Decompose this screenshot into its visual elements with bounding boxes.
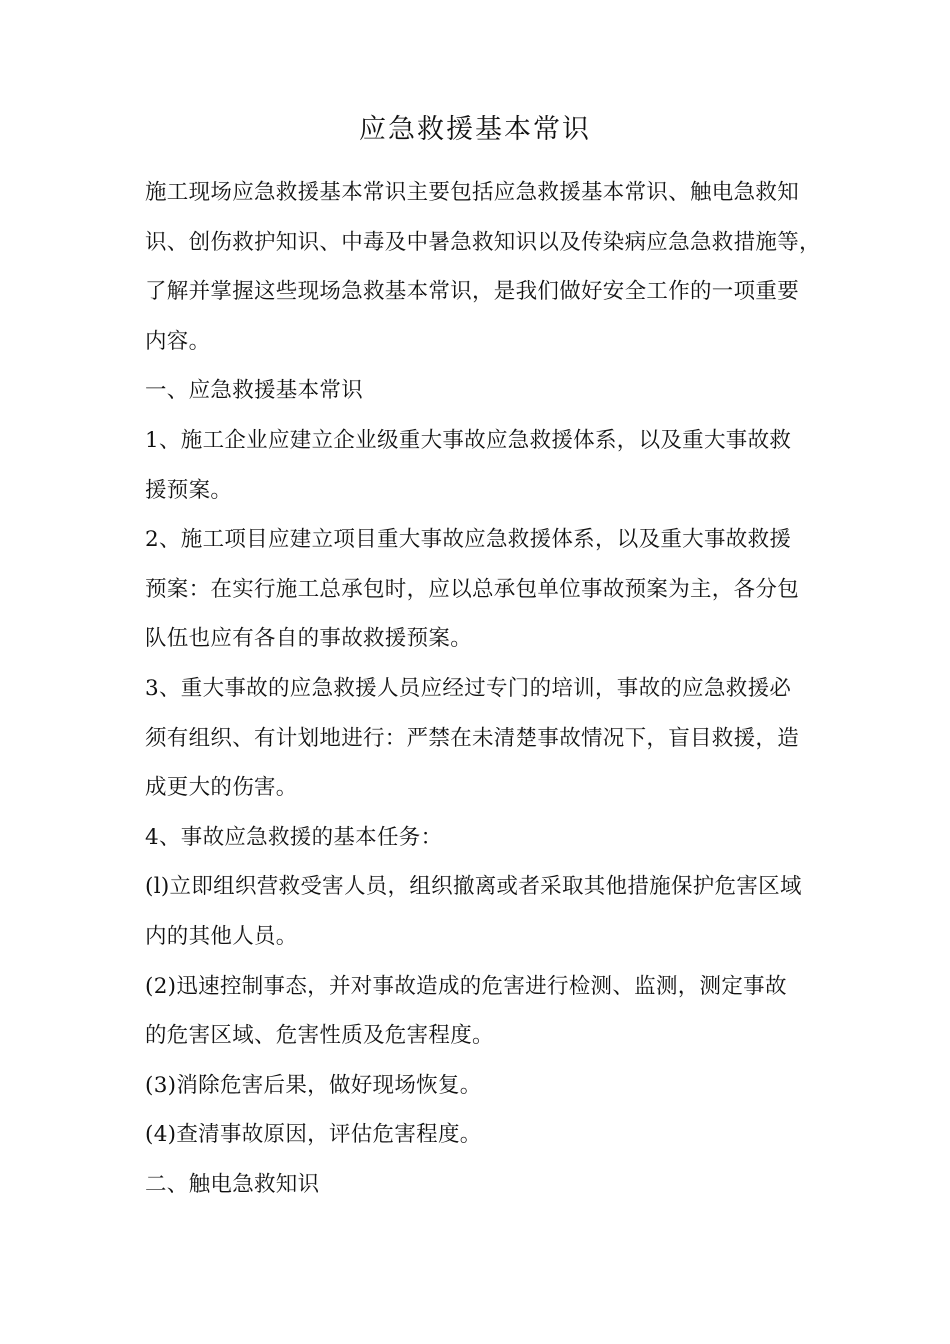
- body-line: 识、创伤救护知识、中毒及中暑急救知识以及传染病应急急救措施等，: [145, 229, 821, 255]
- section-heading: 一、应急救援基本常识: [145, 378, 364, 404]
- body-line: 4、事故应急救援的基本任务：: [145, 824, 443, 850]
- body-line: 的危害区域、危害性质及危害程度。: [145, 1023, 494, 1049]
- document-body: [145, 168, 821, 1209]
- body-line: 施工现场应急救援基本常识主要包括应急救援基本常识、触电急救知: [145, 180, 800, 205]
- body-line: (l)立即组织营救受害人员，组织撤离或者采取其他措施保护危害区域: [145, 874, 802, 900]
- body-line: 预案：在实行施工总承包时，应以总承包单位事故预案为主，各分包: [145, 576, 800, 602]
- body-line: (4)查清事故原因，评估危害程度。: [145, 1122, 482, 1148]
- body-line: 成更大的伤害。: [145, 775, 298, 801]
- body-line: 援预案。: [145, 477, 233, 503]
- body-line: (3)消除危害后果，做好现场恢复。: [145, 1072, 482, 1098]
- body-line: 队伍也应有各自的事故救援预案。: [145, 626, 473, 652]
- body-line: 1、施工企业应建立企业级重大事故应急救援体系，以及重大事故救: [145, 427, 792, 453]
- body-line: 2、施工项目应建立项目重大事故应急救援体系，以及重大事故救援: [145, 527, 792, 553]
- body-line: (2)迅速控制事态，并对事故造成的危害进行检测、监测，测定事故: [145, 973, 787, 999]
- body-line: 内容。: [145, 328, 211, 354]
- body-line: 内的其他人员。: [145, 923, 298, 949]
- body-line: 3、重大事故的应急救援人员应经过专门的培训，事故的应急救援必: [145, 675, 792, 701]
- section-heading: 二、触电急救知识: [145, 1171, 320, 1197]
- body-line: 须有组织、有计划地进行：严禁在未清楚事故情况下，盲目救援，造: [145, 725, 800, 751]
- body-line: 了解并掌握这些现场急救基本常识，是我们做好安全工作的一项重要: [145, 279, 800, 305]
- document-title: 应急救援基本常识: [359, 114, 591, 145]
